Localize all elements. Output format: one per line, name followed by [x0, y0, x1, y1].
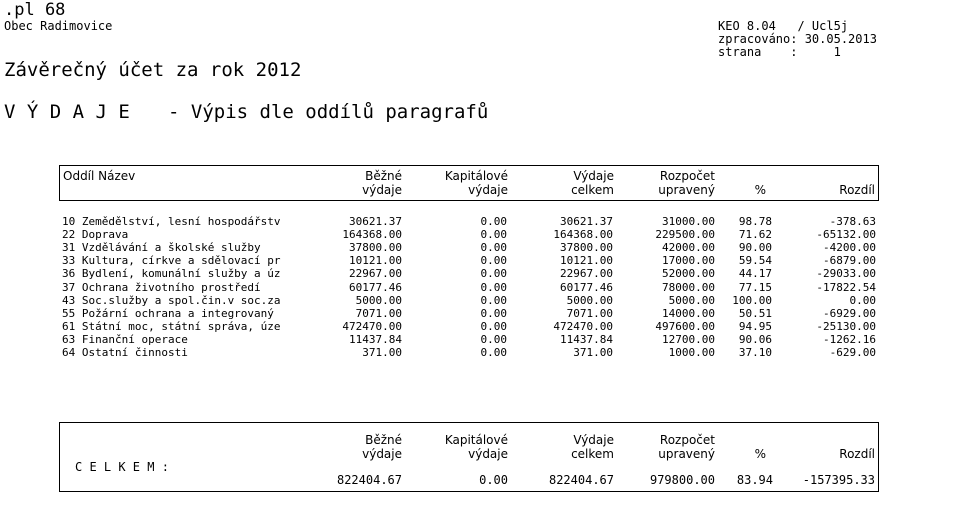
row-name: 43 Soc.služby a spol.čin.v soc.za	[62, 293, 281, 307]
row-name: 36 Bydlení, komunální služby a úz	[62, 267, 281, 281]
row-kapitalove: 0.00	[480, 267, 507, 281]
total-kapitalove: 0.00	[479, 473, 508, 487]
row-celkem: 22967.00	[560, 267, 613, 281]
row-name: 10 Zemědělství, lesní hospodářstv	[62, 215, 281, 228]
row-percent: 59.54	[738, 254, 772, 268]
row-percent: 90.00	[738, 241, 772, 255]
row-kapitalove: 0.00	[480, 332, 507, 346]
row-celkem: 5000.00	[566, 293, 613, 307]
row-rozdil: -65132.00	[816, 228, 876, 242]
row-name: 33 Kultura, církve a sdělovací pr	[62, 254, 281, 268]
col-header-rozdil: Rozdíl	[839, 183, 875, 197]
table-row	[0, 242, 959, 255]
row-kapitalove: 0.00	[480, 228, 507, 242]
row-bezne: 472470.00	[342, 319, 402, 333]
row-celkem: 164368.00	[553, 228, 613, 242]
total-bezne: 822404.67	[336, 473, 402, 487]
table-row	[0, 255, 959, 268]
table-row	[0, 282, 959, 295]
table-row	[0, 347, 959, 360]
row-rozdil: -629.00	[829, 346, 876, 359]
row-kapitalove: 0.00	[480, 241, 507, 255]
row-percent: 77.15	[738, 280, 772, 294]
total-col-header-bezne-2: výdaje	[362, 447, 402, 461]
table-row	[0, 295, 959, 308]
total-col-header-vydaje: Výdaje	[573, 433, 614, 447]
total-col-header-bezne: Běžné	[365, 433, 402, 447]
row-celkem: 60177.46	[560, 280, 613, 294]
row-celkem: 7071.00	[566, 306, 613, 320]
col-header-vydaje-2: celkem	[571, 183, 614, 197]
row-percent: 50.51	[738, 306, 772, 320]
section-subtitle: - Výpis dle oddílů paragrafů	[168, 101, 489, 123]
total-col-header-kapitalove-2: výdaje	[468, 447, 508, 461]
total-label: C E L K E M :	[75, 460, 169, 474]
row-rozpocet: 78000.00	[662, 280, 715, 294]
col-header-bezne: Běžné	[365, 169, 402, 183]
row-percent: 100.00	[732, 293, 772, 307]
table-row	[0, 334, 959, 347]
row-percent: 98.78	[738, 215, 772, 228]
row-rozpocet: 497600.00	[655, 319, 715, 333]
row-rozdil: -25130.00	[816, 319, 876, 333]
row-rozpocet: 31000.00	[662, 215, 715, 228]
row-bezne: 5000.00	[355, 293, 402, 307]
row-bezne: 164368.00	[342, 228, 402, 242]
row-celkem: 30621.37	[560, 215, 613, 228]
table-row	[0, 216, 959, 229]
col-header-oddil-nazev: Oddíl Název	[63, 169, 136, 183]
row-rozdil: -6929.00	[823, 306, 876, 320]
report-code: .pl 68	[4, 0, 66, 20]
row-rozpocet: 14000.00	[662, 306, 715, 320]
table-row	[0, 308, 959, 321]
row-kapitalove: 0.00	[480, 254, 507, 268]
col-header-percent: %	[754, 183, 766, 197]
row-percent: 90.06	[738, 332, 772, 346]
page-title: Závěrečný účet za rok 2012	[4, 59, 302, 81]
col-header-kapitalove-2: výdaje	[468, 183, 508, 197]
row-percent: 94.95	[738, 319, 772, 333]
row-celkem: 371.00	[573, 346, 613, 359]
row-bezne: 11437.84	[349, 332, 402, 346]
row-rozdil: -6879.00	[823, 254, 876, 268]
total-col-header-rozpocet: Rozpočet	[659, 433, 715, 447]
col-header-bezne-2: výdaje	[362, 183, 402, 197]
row-kapitalove: 0.00	[480, 346, 507, 359]
row-rozdil: 0.00	[849, 293, 876, 307]
total-table	[59, 422, 879, 492]
row-rozdil: -4200.00	[823, 241, 876, 255]
row-name: 61 Státní moc, státní správa, úze	[62, 319, 281, 333]
row-rozpocet: 17000.00	[662, 254, 715, 268]
row-celkem: 11437.84	[560, 332, 613, 346]
total-rozpocet: 979800.00	[649, 473, 715, 487]
row-rozpocet: 42000.00	[662, 241, 715, 255]
row-kapitalove: 0.00	[480, 306, 507, 320]
table-row	[0, 229, 959, 242]
row-rozdil: -378.63	[829, 215, 876, 228]
row-name: 22 Doprava	[62, 228, 129, 242]
report-id: KEO 8.04 / Ucl5j	[718, 19, 849, 33]
row-percent: 71.62	[738, 228, 772, 242]
row-rozpocet: 1000.00	[668, 346, 715, 359]
row-percent: 44.17	[738, 267, 772, 281]
detail-table	[59, 165, 879, 201]
row-bezne: 22967.00	[349, 267, 402, 281]
table-row	[0, 321, 959, 334]
row-rozpocet: 229500.00	[655, 228, 715, 242]
row-bezne: 60177.46	[349, 280, 402, 294]
row-name: 55 Požární ochrana a integrovaný	[62, 306, 274, 320]
row-celkem: 472470.00	[553, 319, 613, 333]
row-percent: 37.10	[738, 346, 772, 359]
row-celkem: 37800.00	[560, 241, 613, 255]
row-rozpocet: 12700.00	[662, 332, 715, 346]
row-rozdil: -17822.54	[816, 280, 876, 294]
total-col-header-kapitalove: Kapitálové	[444, 433, 508, 447]
row-kapitalove: 0.00	[480, 215, 507, 228]
row-bezne: 37800.00	[349, 241, 402, 255]
col-header-vydaje: Výdaje	[573, 169, 614, 183]
row-bezne: 10121.00	[349, 254, 402, 268]
section-title: V Ý D A J E	[4, 101, 130, 123]
total-percent: 83.94	[736, 473, 773, 487]
row-celkem: 10121.00	[560, 254, 613, 268]
total-rozdil: -157395.33	[802, 473, 875, 487]
row-kapitalove: 0.00	[480, 293, 507, 307]
col-header-rozpocet: Rozpočet	[659, 169, 715, 183]
row-rozpocet: 5000.00	[668, 293, 715, 307]
row-kapitalove: 0.00	[480, 280, 507, 294]
col-header-kapitalove: Kapitálové	[444, 169, 508, 183]
total-col-header-vydaje-2: celkem	[571, 447, 614, 461]
row-rozdil: -1262.16	[823, 332, 876, 346]
col-header-rozpocet-2: upravený	[658, 183, 715, 197]
total-celkem: 822404.67	[548, 473, 614, 487]
total-col-header-percent: %	[754, 447, 766, 461]
table-row	[0, 268, 959, 281]
organization-name: Obec Radimovice	[4, 19, 113, 33]
row-bezne: 30621.37	[349, 215, 402, 228]
processed-date: zpracováno: 30.05.2013	[718, 32, 877, 46]
total-col-header-rozpocet-2: upravený	[658, 447, 715, 461]
page-number: strana : 1	[718, 45, 841, 59]
row-bezne: 7071.00	[355, 306, 402, 320]
row-name: 31 Vzdělávání a školské služby	[62, 241, 261, 255]
row-name: 63 Finanční operace	[62, 332, 188, 346]
total-col-header-rozdil: Rozdíl	[839, 447, 875, 461]
row-rozpocet: 52000.00	[662, 267, 715, 281]
row-name: 64 Ostatní činnosti	[62, 346, 188, 359]
row-bezne: 371.00	[362, 346, 402, 359]
row-rozdil: -29033.00	[816, 267, 876, 281]
row-kapitalove: 0.00	[480, 319, 507, 333]
row-name: 37 Ochrana životního prostředí	[62, 280, 261, 294]
